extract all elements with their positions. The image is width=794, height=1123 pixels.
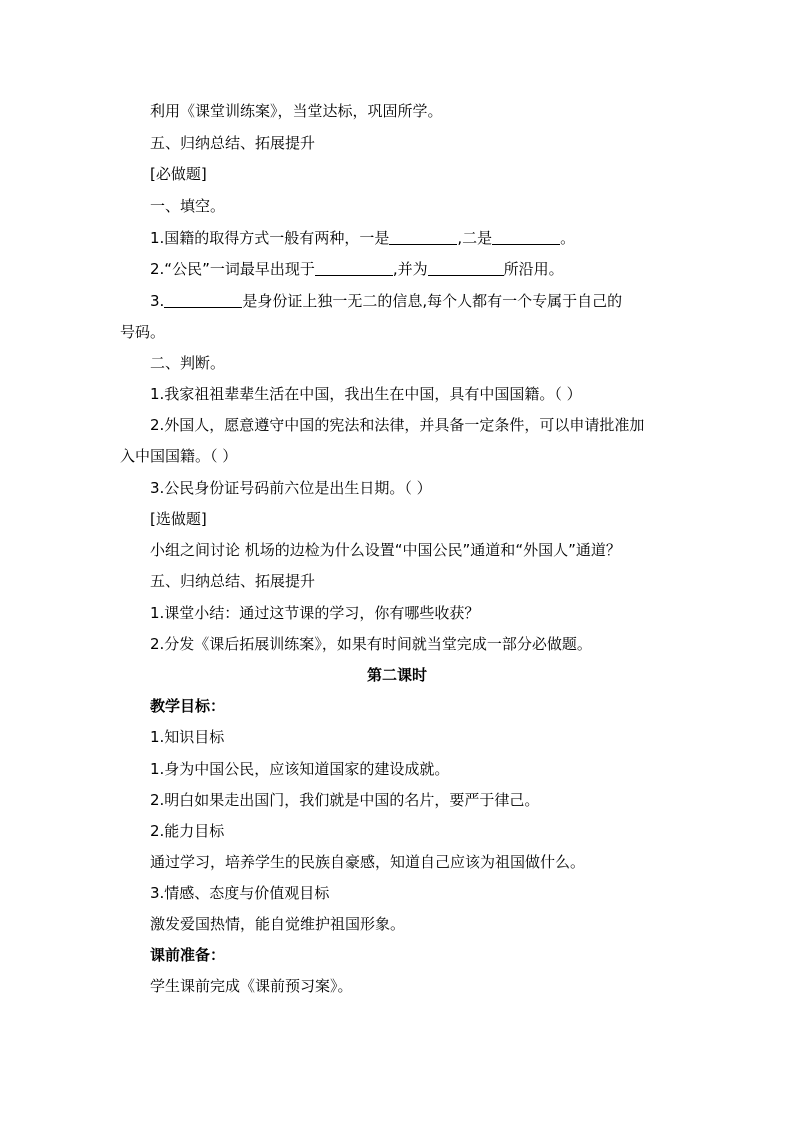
fill-question-2 xyxy=(150,259,564,279)
question-text: 3. xyxy=(150,292,165,310)
text-line: 入中国国籍。（ ） xyxy=(120,447,238,465)
goal-heading: 2.能力目标 xyxy=(150,822,225,840)
text-line: 利用《课堂训练案》，当堂达标，巩固所学。 xyxy=(150,102,443,120)
fill-in-heading: 一、填空。 xyxy=(150,197,226,215)
answer-blank[interactable] xyxy=(164,293,242,308)
goal-item: 1.身为中国公民，应该知道国家的建设成就。 xyxy=(150,760,450,778)
answer-blank[interactable] xyxy=(315,261,393,276)
goal-item: 通过学习，培养学生的民族自豪感，知道自己应该为祖国做什么。 xyxy=(150,853,586,871)
fill-question-3 xyxy=(150,291,622,311)
question-text: 所沿用。 xyxy=(503,260,564,278)
answer-blank[interactable] xyxy=(492,230,560,245)
fill-question-1 xyxy=(150,228,575,248)
judge-heading: 二、判断。 xyxy=(150,354,226,372)
section-heading: 五、归纳总结、拓展提升 xyxy=(150,572,316,590)
question-text: 1.国籍的取得方式一般有两种，一是 xyxy=(150,229,390,247)
question-text: ,二是 xyxy=(457,229,493,247)
goal-heading: 1.知识目标 xyxy=(150,728,225,746)
goal-item: 激发爱国热情，能自觉维护祖国形象。 xyxy=(150,915,406,933)
lesson-heading: 第二课时 xyxy=(366,666,427,684)
optional-label: [选做题] xyxy=(150,510,207,528)
judge-question-2: 2.外国人，愿意遵守中国的宪法和法律，并具备一定条件，可以申请批准加 xyxy=(150,416,645,434)
question-text: 是身份证上独一无二的信息,每个人都有一个专属于自己的 xyxy=(242,292,623,310)
preparation-text: 学生课前完成《课前预习案》。 xyxy=(150,977,353,995)
question-text: 。 xyxy=(560,229,576,247)
question-text: ,并为 xyxy=(392,260,428,278)
goal-item: 2.明白如果走出国门，我们就是中国的名片，要严于律己。 xyxy=(150,791,540,809)
goal-heading: 3.情感、态度与价值观目标 xyxy=(150,884,330,902)
question-text: 2.“公民”一词最早出现于 xyxy=(150,260,315,278)
answer-blank[interactable] xyxy=(389,230,457,245)
preparation-title: 课前准备： xyxy=(150,946,226,964)
section-heading: 五、归纳总结、拓展提升 xyxy=(150,134,316,152)
goals-title: 教学目标： xyxy=(150,697,226,715)
summary-item: 2.分发《课后拓展训练案》，如果有时间就当堂完成一部分必做题。 xyxy=(150,635,592,653)
required-label: [必做题] xyxy=(150,165,207,183)
summary-item: 1.课堂小结：通过这节课的学习，你有哪些收获？ xyxy=(150,604,480,622)
text-line: 号码。 xyxy=(120,323,166,341)
answer-blank[interactable] xyxy=(428,261,504,276)
discussion-question: 小组之间讨论 机场的边检为什么设置“中国公民”通道和“外国人”通道？ xyxy=(150,541,621,559)
judge-question-1: 1.我家祖祖辈辈生活在中国，我出生在中国，具有中国国籍。（ ） xyxy=(150,385,582,403)
judge-question-3: 3.公民身份证号码前六位是出生日期。（ ） xyxy=(150,479,432,497)
